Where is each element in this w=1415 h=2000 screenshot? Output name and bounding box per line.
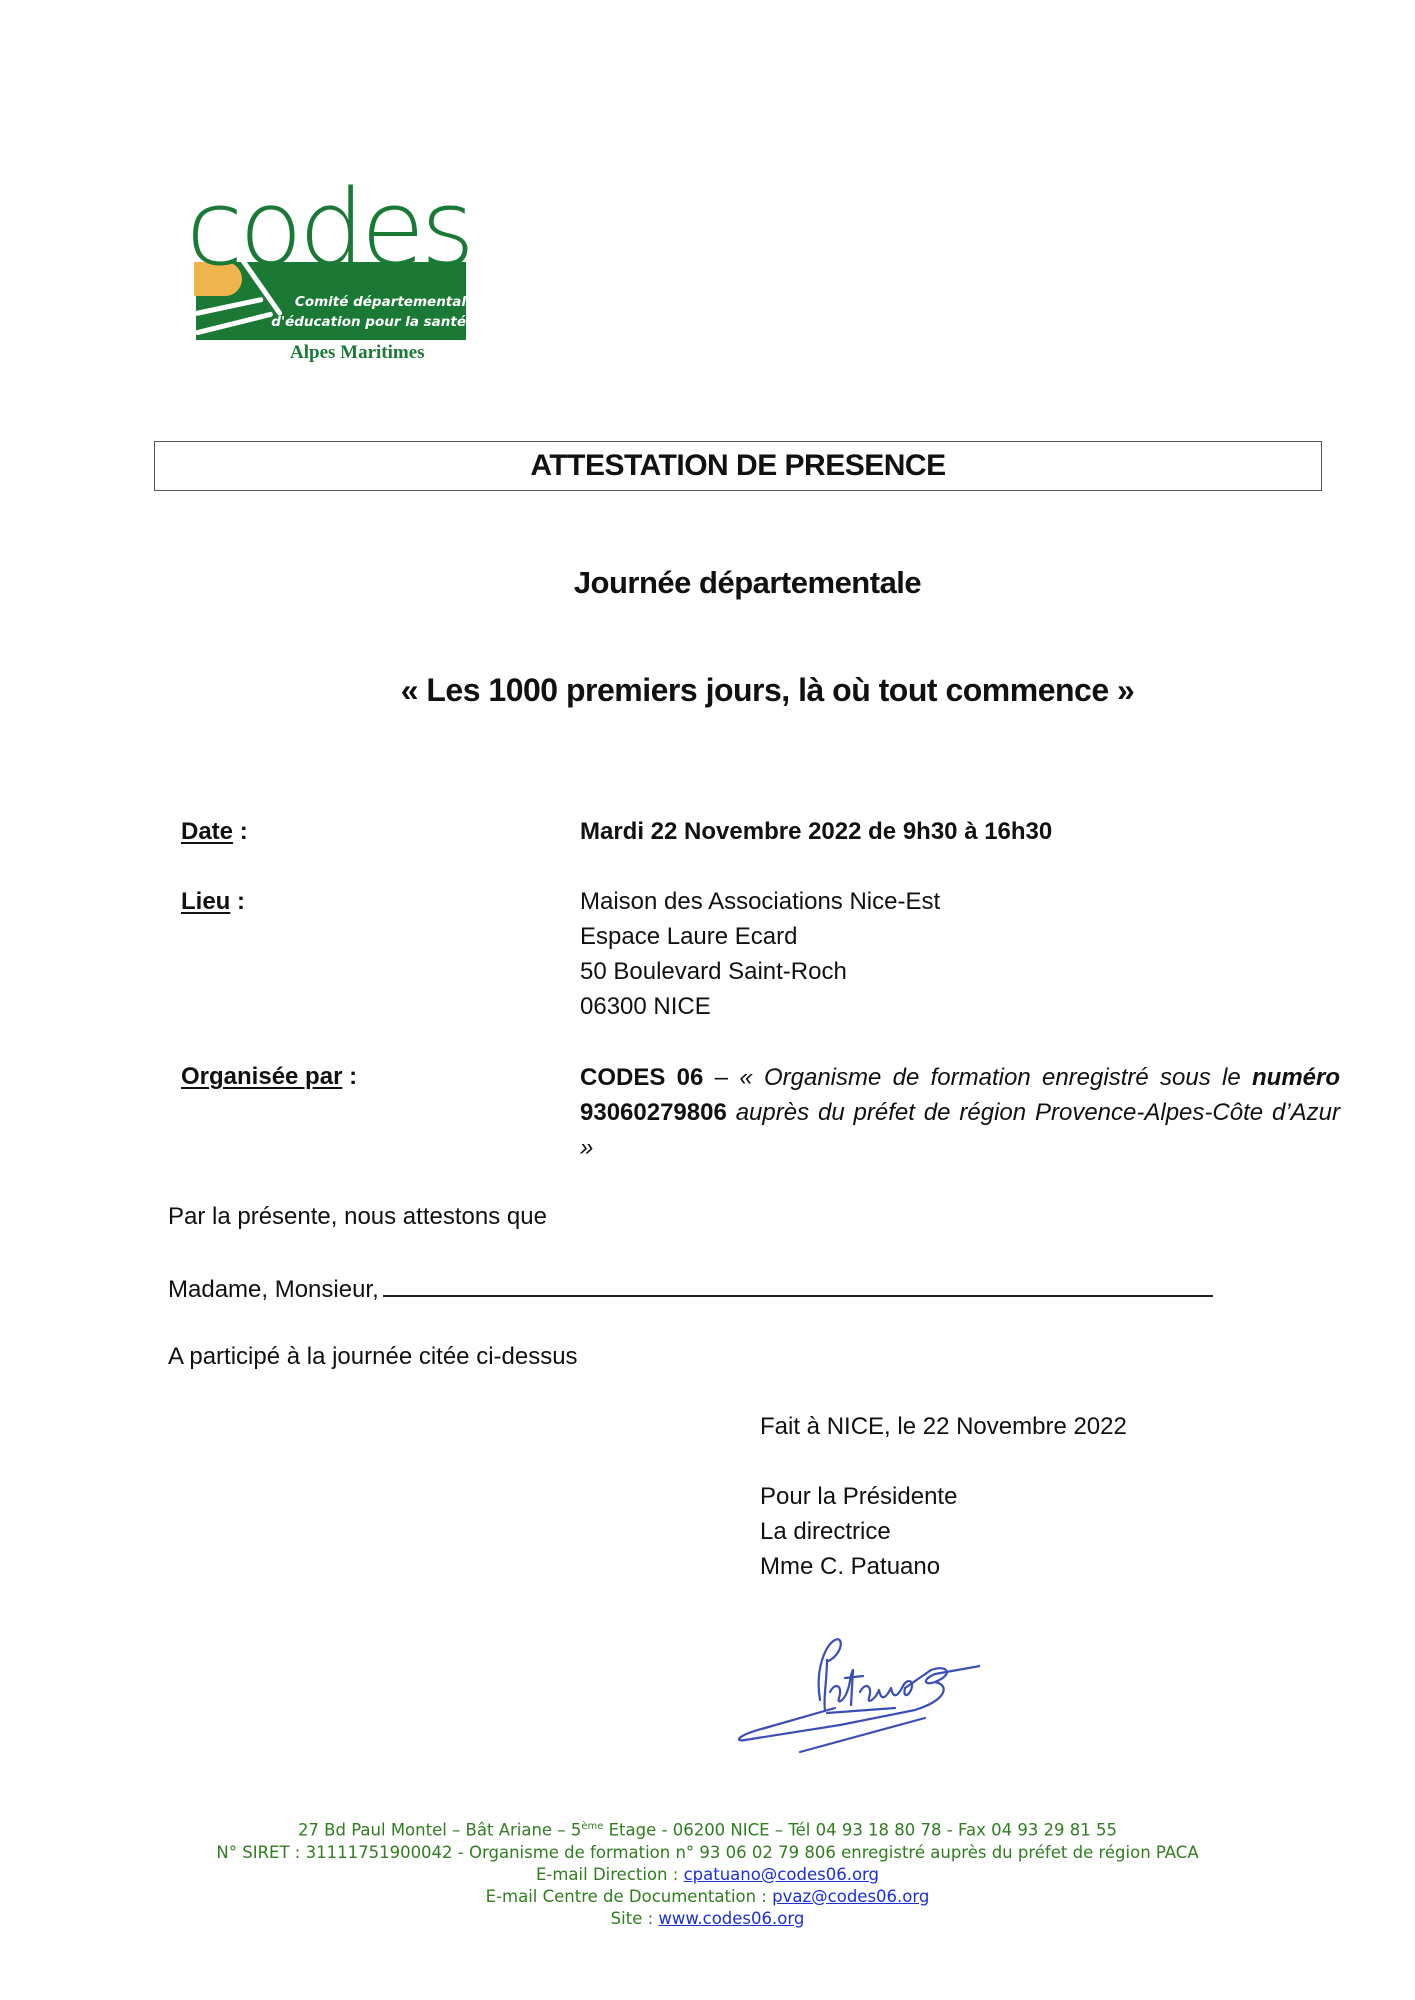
organiser-label-text: Organisée par (181, 1063, 343, 1090)
footer-siret: N° SIRET : 31111751900042 - Organisme de formation n° 93 06 02 79 806 enregistré auprès du préfet de région PACA (216, 1842, 1199, 1862)
attendee-line (168, 1273, 1213, 1304)
signature-stroke (824, 1660, 827, 1710)
organiser-dash: – (703, 1064, 740, 1091)
footer-site (100, 1908, 1315, 1930)
place-label-text: Lieu (181, 888, 231, 915)
logo-tagline-2: d'éducation pour la santé (271, 314, 466, 330)
signature-stroke (830, 1670, 863, 1705)
footer-address-part1: 27 Bd Paul Montel – Bât Ariane – 5 (297, 1820, 582, 1840)
organiser-label (181, 1063, 357, 1091)
organiser-number-label: numéro (1252, 1064, 1341, 1091)
codes-logo (186, 167, 476, 371)
footer-email-doc-label: E-mail Centre de Documentation : (485, 1886, 773, 1906)
date-label-text: Date (181, 818, 234, 845)
signature-stroke (860, 1666, 980, 1701)
place-line: 06300 NICE (580, 993, 711, 1020)
footer (100, 1816, 1315, 1930)
logo-region: Alpes Maritimes (290, 342, 425, 363)
footer-address (100, 1816, 1315, 1842)
organiser-text (580, 1060, 1340, 1165)
signature-stroke (827, 1708, 895, 1713)
place-label-sep: : (230, 888, 246, 915)
intro-text: Par la présente, nous attestons que (168, 1203, 547, 1230)
place-line: 50 Boulevard Saint-Roch (580, 958, 847, 985)
organiser-label-sep: : (342, 1063, 358, 1090)
signatory-line-1: Pour la Présidente (760, 1483, 958, 1510)
attendee-prefix: Madame, Monsieur, (168, 1276, 379, 1303)
footer-email-doc (100, 1886, 1315, 1908)
email-documentation-link[interactable]: pvaz@codes06.org (772, 1886, 930, 1906)
title-box (154, 441, 1322, 491)
footer-email-direction-label: E-mail Direction : (535, 1864, 684, 1884)
footer-email-direction (100, 1864, 1315, 1886)
organiser-quote-part1: « Organisme de formation enregistré sous le (739, 1064, 1252, 1091)
footer-address-part2: Etage - 06200 NICE – Tél 04 93 18 80 78 - Fax 04 93 29 81 55 (603, 1820, 1118, 1840)
date-label (181, 818, 248, 846)
logo-wordmark: codes (186, 167, 471, 289)
signatory-name: Mme C. Patuano (760, 1553, 941, 1580)
place-line: Espace Laure Ecard (580, 923, 798, 950)
place-line: Maison des Associations Nice-Est (580, 888, 941, 915)
document-title: ATTESTATION DE PRESENCE (530, 449, 946, 482)
footer-site-label: Site : (610, 1908, 659, 1928)
organiser-quote-part2: auprès du préfet de région Provence-Alpes-Côte d’Azur » (580, 1099, 1340, 1161)
participation-text: A participé à la journée citée ci-dessus (168, 1343, 578, 1370)
date-label-sep: : (233, 818, 248, 845)
logo-tagline-1: Comité départemental (294, 294, 466, 310)
place-and-date: Fait à NICE, le 22 Novembre 2022 (760, 1413, 1127, 1440)
signatory-line-2: La directrice (760, 1518, 891, 1545)
organiser-name: CODES 06 (580, 1064, 704, 1091)
attendee-name-field[interactable] (383, 1273, 1213, 1297)
handwritten-signature (735, 1630, 980, 1755)
place-label (181, 888, 245, 916)
event-type: Journée départementale (573, 565, 922, 600)
signature-stroke (800, 1718, 925, 1752)
footer-address-sup: ème (581, 1821, 604, 1832)
event-title: « Les 1000 premiers jours, là où tout commence » (400, 672, 1135, 708)
website-link[interactable]: www.codes06.org (658, 1908, 805, 1928)
organiser-number: 93060279806 (580, 1099, 727, 1126)
date-value: Mardi 22 Novembre 2022 de 9h30 à 16h30 (580, 818, 1053, 845)
email-direction-link[interactable]: cpatuano@codes06.org (683, 1864, 880, 1884)
